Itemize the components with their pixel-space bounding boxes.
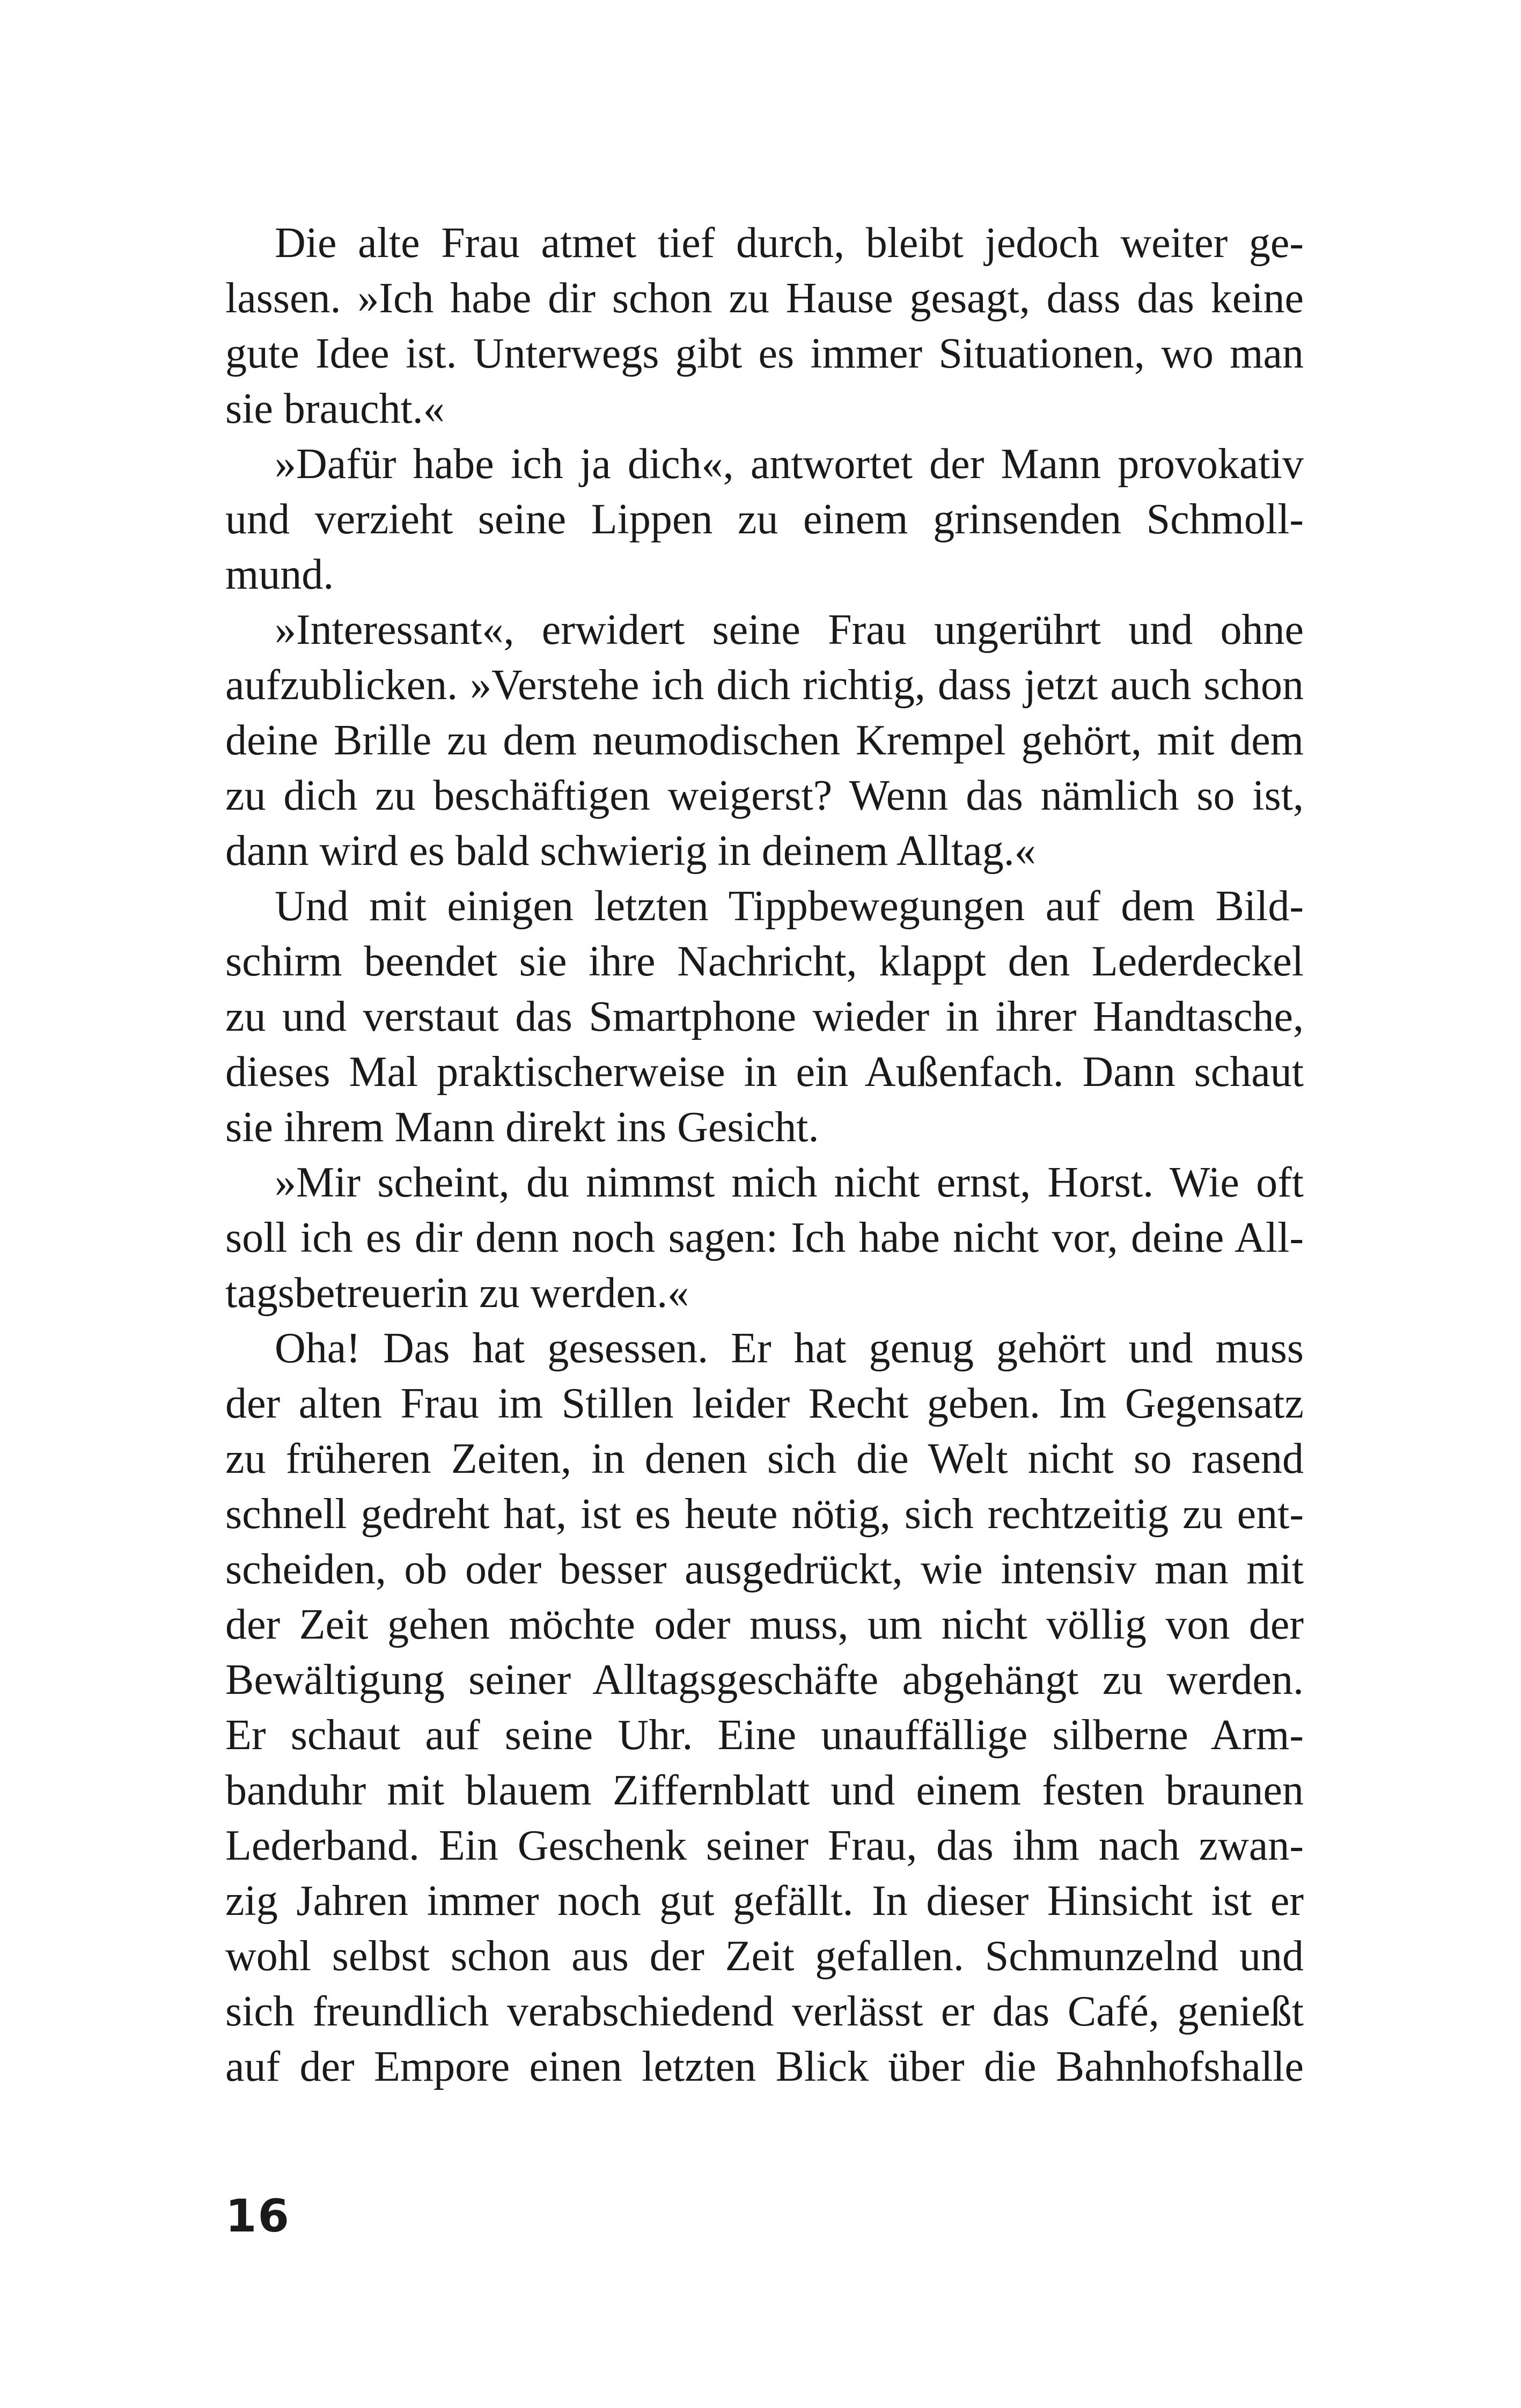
text-line: auf der Empore einen letzten Blick über die Bahnhofshalle: [225, 2043, 1304, 2090]
text-line: zig Jahren immer noch gut gefällt. In dieser Hinsicht ist er: [225, 1877, 1304, 1925]
text-line: dieses Mal praktischerweise in ein Außenfach. Dann schaut: [225, 1048, 1304, 1096]
text-line: der alten Frau im Stillen leider Recht geben. Im Gegensatz: [225, 1380, 1304, 1427]
text-line: der Zeit gehen möchte oder muss, um nicht völlig von der: [225, 1601, 1304, 1648]
text-line: wohl selbst schon aus der Zeit gefallen. Schmunzelnd und: [225, 1933, 1304, 1980]
text-line: Die alte Frau atmet tief durch, bleibt jedoch weiter ge-: [275, 219, 1304, 267]
text-line: zu und verstaut das Smartphone wieder in ihrer Handtasche,: [225, 993, 1304, 1040]
text-line: »Mir scheint, du nimmst mich nicht ernst, Horst. Wie oft: [275, 1159, 1304, 1206]
text-line: zu früheren Zeiten, in denen sich die Welt nicht so rasend: [225, 1435, 1304, 1482]
text-line: Lederband. Ein Geschenk seiner Frau, das ihm nach zwan-: [225, 1822, 1304, 1869]
text-line: schirm beendet sie ihre Nachricht, klappt den Lederdeckel: [225, 938, 1304, 985]
text-line: deine Brille zu dem neumodischen Krempel gehört, mit dem: [225, 717, 1304, 764]
text-line: lassen. »Ich habe dir schon zu Hause gesagt, dass das keine: [225, 275, 1304, 322]
text-line: »Interessant«, erwidert seine Frau ungerührt und ohne: [275, 606, 1304, 654]
text-line: Und mit einigen letzten Tippbewegungen auf dem Bild-: [275, 883, 1304, 930]
text-line: sich freundlich verabschiedend verlässt er das Café, genießt: [225, 1988, 1304, 2035]
text-line: schnell gedreht hat, ist es heute nötig, sich rechtzeitig zu ent-: [225, 1491, 1304, 1538]
text-line: soll ich es dir denn noch sagen: Ich habe nicht vor, deine All-: [225, 1214, 1304, 1261]
text-line: sie ihrem Mann direkt ins Gesicht.: [225, 1104, 819, 1151]
text-line: Bewältigung seiner Alltagsgeschäfte abgehängt zu werden.: [225, 1656, 1304, 1704]
text-line: gute Idee ist. Unterwegs gibt es immer Situationen, wo man: [225, 330, 1304, 377]
body-text: [225, 216, 1304, 2095]
text-line: Er schaut auf seine Uhr. Eine unauffällige silberne Arm-: [225, 1712, 1304, 1759]
page-number: 16: [225, 2190, 290, 2242]
text-line: tagsbetreuerin zu werden.«: [225, 1269, 689, 1317]
text-line: »Dafür habe ich ja dich«, antwortet der Mann provokativ: [275, 441, 1304, 488]
text-line: zu dich zu beschäftigen weigerst? Wenn das nämlich so ist,: [225, 772, 1304, 819]
text-line: Oha! Das hat gesessen. Er hat genug gehört und muss: [275, 1325, 1304, 1372]
text-line: mund.: [225, 551, 334, 598]
text-line: sie braucht.«: [225, 385, 445, 432]
text-line: banduhr mit blauem Ziffernblatt und einem festen braunen: [225, 1767, 1304, 1814]
text-line: und verzieht seine Lippen zu einem grinsenden Schmoll-: [225, 496, 1304, 543]
text-line: scheiden, ob oder besser ausgedrückt, wie intensiv man mit: [225, 1546, 1304, 1593]
text-line: dann wird es bald schwierig in deinem Alltag.«: [225, 827, 1036, 875]
text-line: aufzublicken. »Verstehe ich dich richtig, dass jetzt auch schon: [225, 662, 1304, 709]
